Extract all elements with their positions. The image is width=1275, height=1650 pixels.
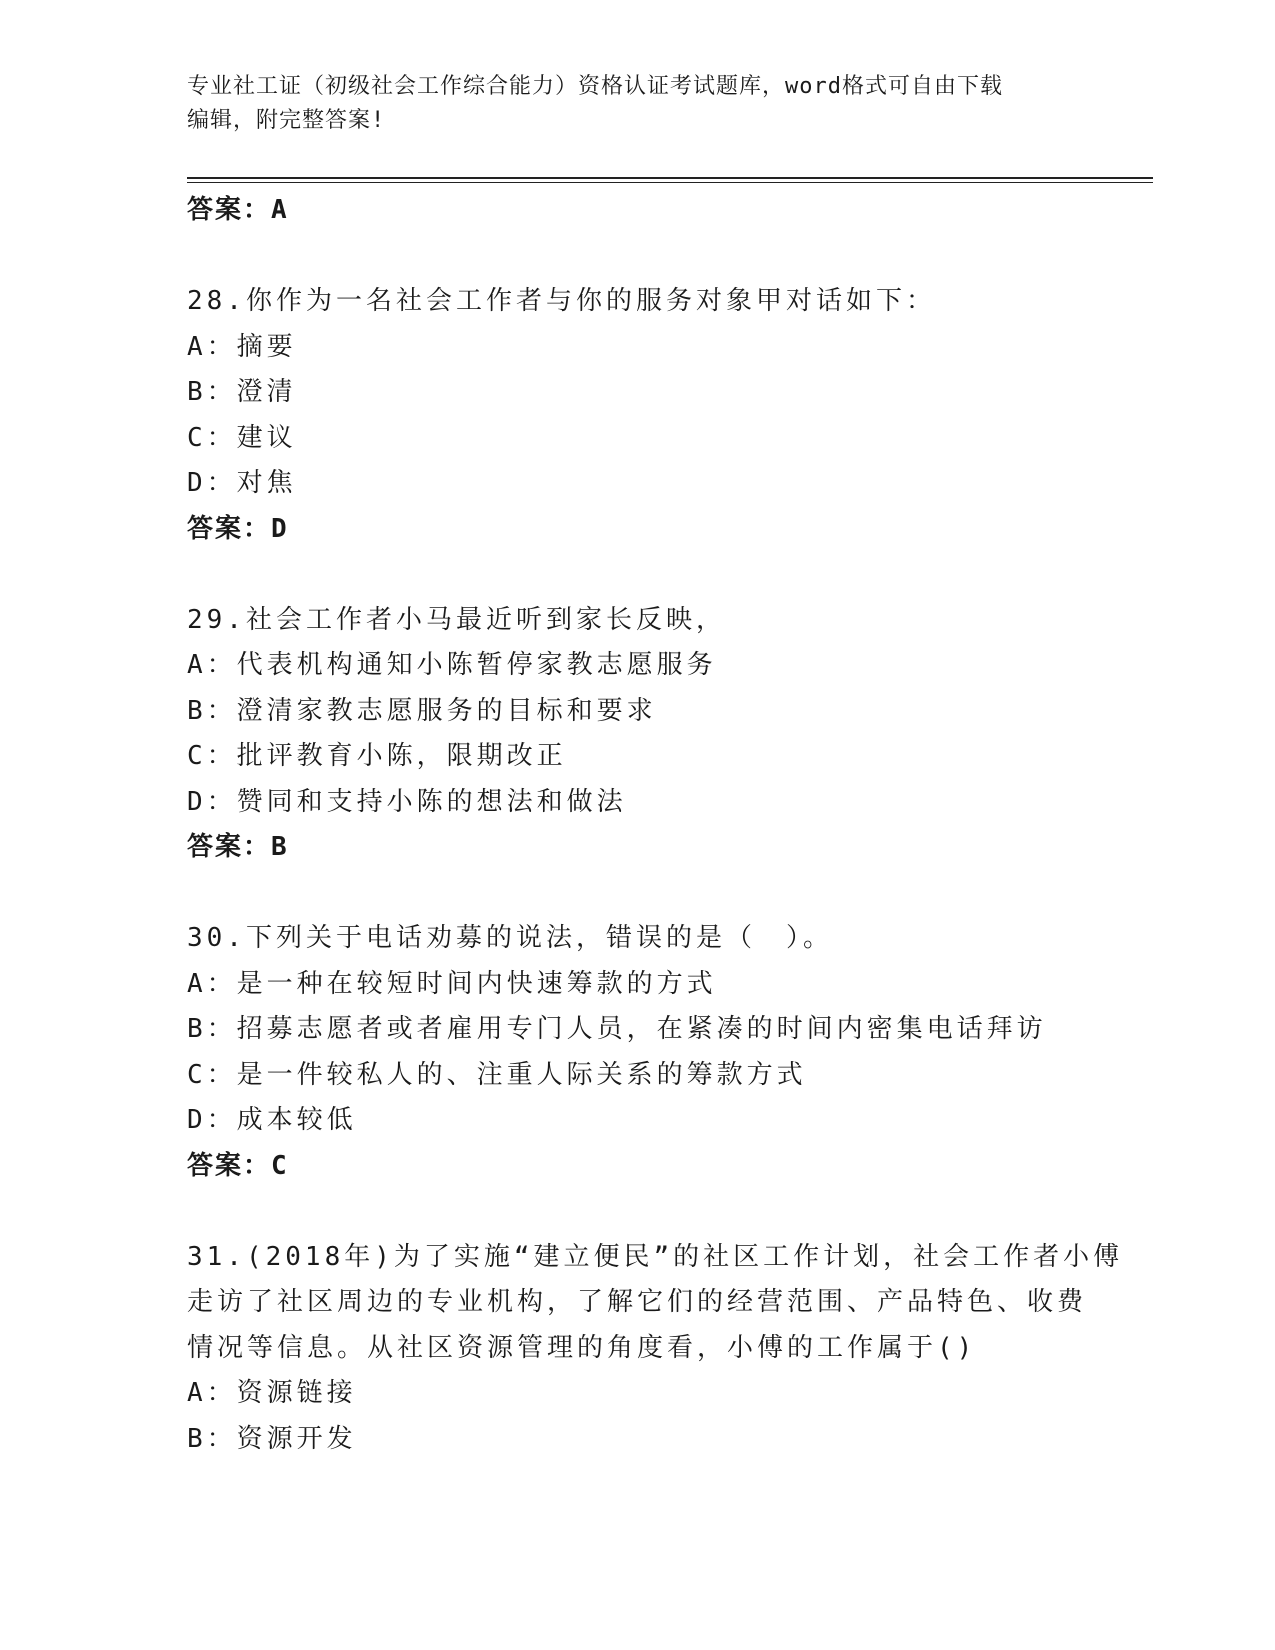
answer: 答案：C <box>187 1150 289 1181</box>
option-a: A：资源链接 <box>187 1378 357 1408</box>
question-stem: 30.下列关于电话劝募的说法，错误的是（ ）。 <box>187 923 833 953</box>
question-stem: 29.社会工作者小马最近听到家长反映， <box>187 604 726 635</box>
spacer <box>187 552 1127 598</box>
option-a: A：摘要 <box>187 331 297 362</box>
answer: 答案：D <box>187 513 289 544</box>
document-header <box>187 70 1067 138</box>
option-d: D：对焦 <box>187 468 297 498</box>
header-divider-thick <box>187 177 1153 179</box>
previous-answer: 答案：A <box>187 195 289 225</box>
header-title-line-1: 专业社工证（初级社会工作综合能力）资格认证考试题库，word格式可自由下载 <box>187 74 1003 99</box>
option-a: A：是一种在较短时间内快速筹款的方式 <box>187 968 717 999</box>
question-30 <box>187 916 1127 1189</box>
option-b: B：招募志愿者或者雇用专门人员，在紧凑的时间内密集电话拜访 <box>187 1014 1047 1044</box>
question-stem: 28.你作为一名社会工作者与你的服务对象甲对话如下： <box>187 286 936 316</box>
question-stem-line-1: 31.(2018年)为了实施“建立便民”的社区工作计划，社会工作者小傅 <box>187 1241 1124 1272</box>
question-stem-line-2: 走访了社区周边的专业机构，了解它们的经营范围、产品特色、收费 <box>187 1287 1088 1317</box>
option-c: C：建议 <box>187 422 297 453</box>
option-a: A：代表机构通知小陈暂停家教志愿服务 <box>187 650 717 680</box>
option-d: D：成本较低 <box>187 1105 357 1135</box>
header-divider-thin <box>187 182 1153 183</box>
spacer <box>187 1189 1127 1235</box>
option-c: C：是一件较私人的、注重人际关系的筹款方式 <box>187 1059 807 1090</box>
header-title-line-2: 编辑，附完整答案! <box>187 108 386 133</box>
question-stem-line-3: 情况等信息。从社区资源管理的角度看，小傅的工作属于() <box>187 1332 977 1363</box>
option-c: C：批评教育小陈，限期改正 <box>187 741 567 771</box>
option-d: D：赞同和支持小陈的想法和做法 <box>187 786 627 817</box>
option-b: B：澄清家教志愿服务的目标和要求 <box>187 695 657 726</box>
spacer <box>187 871 1127 917</box>
question-31 <box>187 1235 1127 1463</box>
answer: 答案：B <box>187 832 289 862</box>
option-b: B：澄清 <box>187 377 297 407</box>
spacer <box>187 234 1127 280</box>
question-list <box>187 188 1127 1462</box>
option-b: B：资源开发 <box>187 1423 357 1454</box>
question-29 <box>187 598 1127 871</box>
question-28 <box>187 279 1127 552</box>
